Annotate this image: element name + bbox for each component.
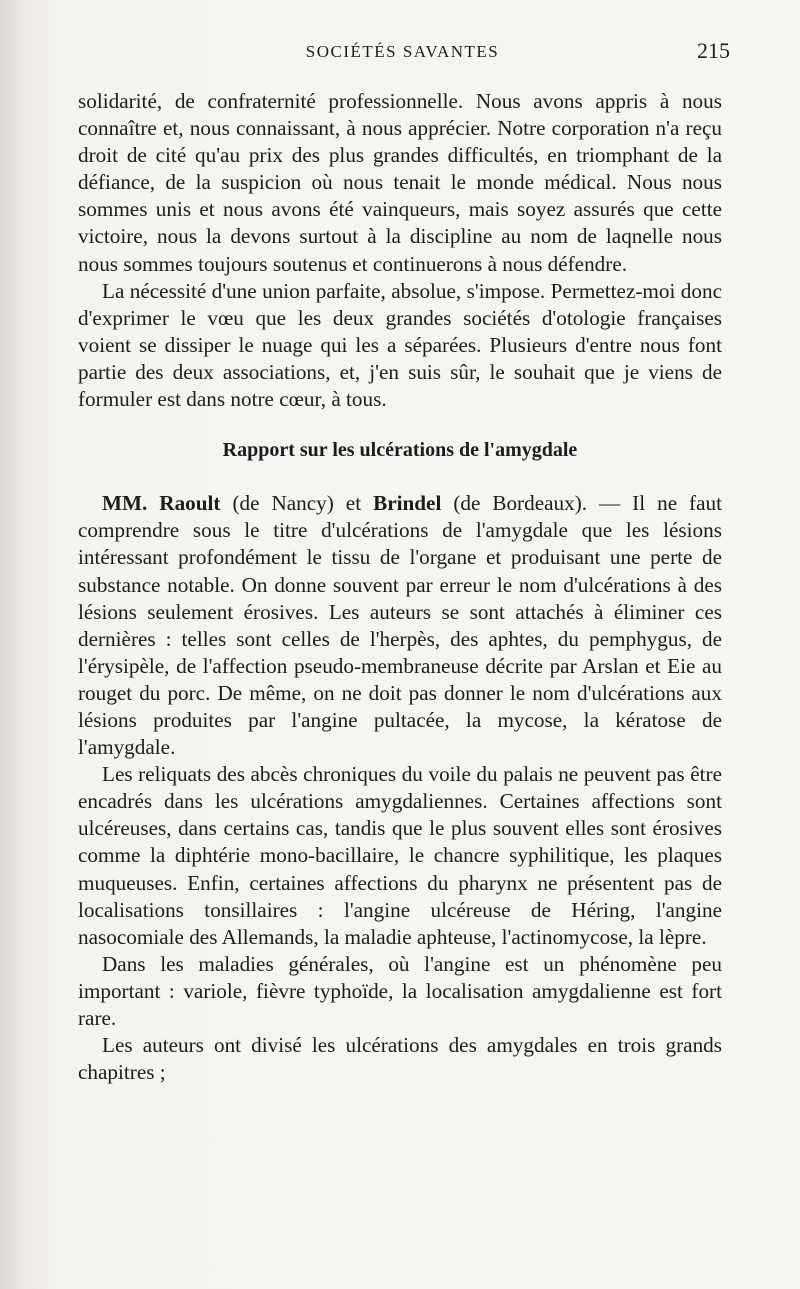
paragraph: Dans les maladies générales, où l'angine est un phénomène peu important : variole, fièvre typhoïde, la localisation amygdalienne est fort rare. (78, 951, 722, 1030)
paragraph: La nécessité d'une union parfaite, absolue, s'impose. Permettez-moi donc d'exprimer le vœu que les deux grandes sociétés d'otologie françaises voient se dissiper le nuage qui les a séparées. Plusieurs d'entre nous font partie des deux associations, et, j'en suis sûr, le souhait que je viens de formuler est dans notre cœur, à tous. (78, 278, 722, 412)
author-raoult: Raoult (159, 491, 221, 516)
report-paragraph (78, 490, 722, 761)
body-text (78, 88, 722, 1086)
page-header (75, 38, 730, 68)
author-raoult-place: (de Nancy) et (232, 491, 362, 516)
section-title: Rapport sur les ulcérations de l'amygdale (222, 439, 578, 462)
report-intro: — Il ne faut comprendre sous le titre d'ulcérations de l'amygdale que les lésions intéressant profondément le tissu de l'organe et produisant une perte de substance notable. On donne souvent par erreur le nom d'ulcérations à des lésions seulement érosives. Les auteurs se sont attachés à éliminer ces dernières : telles sont celles de l'herpès, des aphtes, du pemphygus, de l'érysipèle, de l'affection pseudo-membraneuse décrite par Arslan et Eie au rouget du porc. De même, on ne doit pas donner le nom d'ulcérations aux lésions produites par l'angine pultacée, la mycose, la kératose de l'amygdale. (78, 491, 723, 760)
authors-prefix: MM. (102, 491, 148, 516)
author-brindel: Brindel (373, 491, 442, 516)
page-number: 215 (697, 38, 730, 63)
paragraph: Les reliquats des abcès chroniques du voile du palais ne peuvent pas être encadrés dans les ulcérations amygdaliennes. Certaines affections sont ulcéreuses, dans certains cas, tandis que le plus souvent elles sont érosives comme la diphtérie mono-bacillaire, le chancre syphilitique, les plaques muqueuses. Enfin, certaines affections du pharynx ne présentent pas de localisations tonsillaires : l'angine ulcéreuse de Héring, l'angine nasocomiale des Allemands, la maladie aphteuse, l'actinomycose, la lèpre. (78, 762, 722, 949)
paragraph: Les auteurs ont divisé les ulcérations des amygdales en trois grands chapitres ; (78, 1033, 722, 1085)
paragraph-continuation: solidarité, de confraternité professionnelle. Nous avons appris à nous connaître et, nous connaissant, à nous apprécier. Notre corporation n'a reçu droit de cité qu'au prix des plus grandes difficultés, en triomphant de la défiance, de la suspicion où nous tenait le monde médical. Nous nous sommes unis et nous avons été vainqueurs, mais soyez assurés que cette victoire, nous la devons surtout à la discipline au nom de laqnelle nous nous sommes toujours soutenus et continuerons à nous défendre. (78, 89, 722, 276)
author-brindel-place: (de Bordeaux). (453, 491, 588, 516)
running-title: SOCIÉTÉS SAVANTES (305, 42, 500, 61)
